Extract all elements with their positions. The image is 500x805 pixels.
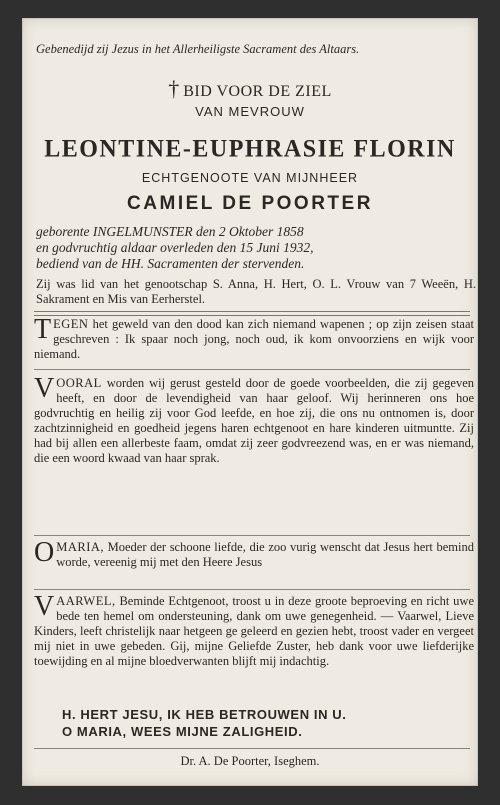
- birth-death-block: [36, 224, 476, 272]
- divider: [34, 589, 470, 590]
- spouse-intro: ECHTGENOOTE VAN MIJNHEER: [141, 171, 359, 185]
- lead-word: AARWEL,: [56, 594, 116, 608]
- cross-icon: †: [168, 76, 180, 101]
- paragraph-text: het geweld van den dood kan zich niemand wapenen ; op zijn zeisen staat geschreven : Ik spaar noch jong, noch oud, ik kom onvoorziens en wijk voor niemand.: [34, 317, 474, 361]
- paragraph-farewell: [34, 591, 474, 669]
- paragraph-maria: [34, 537, 474, 570]
- title-bid-line: [22, 76, 478, 102]
- invocation-text: Gebenedijd zij Jezus in het Allerheiligste Sacrament des Altaars.: [36, 42, 360, 56]
- closing-prayers: [62, 706, 347, 740]
- prayer-line: H. HERT JESU, IK HEB BETROUWEN IN U.: [62, 707, 347, 722]
- divider: [34, 535, 470, 536]
- death-line: en godvruchtig aldaar overleden den 15 Juni 1932,: [36, 240, 314, 255]
- drop-cap: V: [34, 591, 55, 622]
- drop-cap: T: [34, 314, 52, 345]
- divider: [34, 748, 470, 749]
- prayer-line: O MARIA, WEES MIJNE ZALIGHEID.: [62, 724, 303, 739]
- lead-word: MARIA,: [56, 540, 105, 554]
- husband-name: CAMIEL DE POORTER: [127, 193, 373, 214]
- sacraments-line: bediend van de HH. Sacramenten der stervenden.: [36, 256, 305, 271]
- paragraph-death: [34, 314, 474, 362]
- title-bid: BID VOOR DE ZIEL: [183, 83, 332, 100]
- deceased-name: LEONTINE-EUPHRASIE FLORIN: [44, 135, 456, 163]
- paragraph-virtues: [34, 373, 474, 466]
- membership-text: Zij was lid van het genootschap S. Anna, H. Hert, O. L. Vrouw van 7 Weeën, H. Sakrament en Mis van Eerherstel.: [36, 277, 476, 306]
- paragraph-text: worden wij gerust gesteld door de goede voorbeelden, die zij gegeven heeft, en door de levendigheid van haar geloof. Wij herinneren ons hoe godvruchtig en heilig zij voor God leefde, en hoe zij, die ons nu ontnomen is, door zachtzinnigheid en goedheid jegens haren echtgenoot en hare kinderen uitmuntte. Zij had bij allen een allerbeste faam, omdat zij zeer godvreezend was, en er was niemand, die een woord kwaad van haar sprak.: [34, 376, 474, 465]
- memorial-card: [22, 18, 478, 786]
- printer-credit: Dr. A. De Poorter, Iseghem.: [180, 754, 320, 768]
- divider: [34, 369, 470, 370]
- birth-line: geborente INGELMUNSTER den 2 Oktober 1858: [36, 224, 304, 239]
- lead-word: EGEN: [53, 317, 89, 331]
- paragraph-text: Moeder der schoone liefde, die zoo vurig wenscht dat Jesus hert bemind worde, vereenig mij met den Heere Jesus: [56, 540, 474, 569]
- drop-cap: O: [34, 537, 55, 568]
- lead-word: OORAL: [56, 376, 102, 390]
- title-van: VAN MEVROUW: [195, 104, 305, 119]
- divider: [34, 311, 470, 316]
- drop-cap: V: [34, 373, 55, 404]
- paragraph-text: Beminde Echtgenoot, troost u in deze groote beproeving en richt uwe bede ten hemel om ondersteuning, dank om uwe genegenheid. — Vaarwel, Lieve Kinders, leeft christelijk naar hetgeen ge geleerd en gezien hebt, troost vader en vergeet mij niet in uwe gebeden. Gij, mijne Geliefde Zuster, heb dank voor uwe liefderijke toewijding en al mijne bloedverwanten blijft mij indachtig.: [34, 594, 474, 668]
